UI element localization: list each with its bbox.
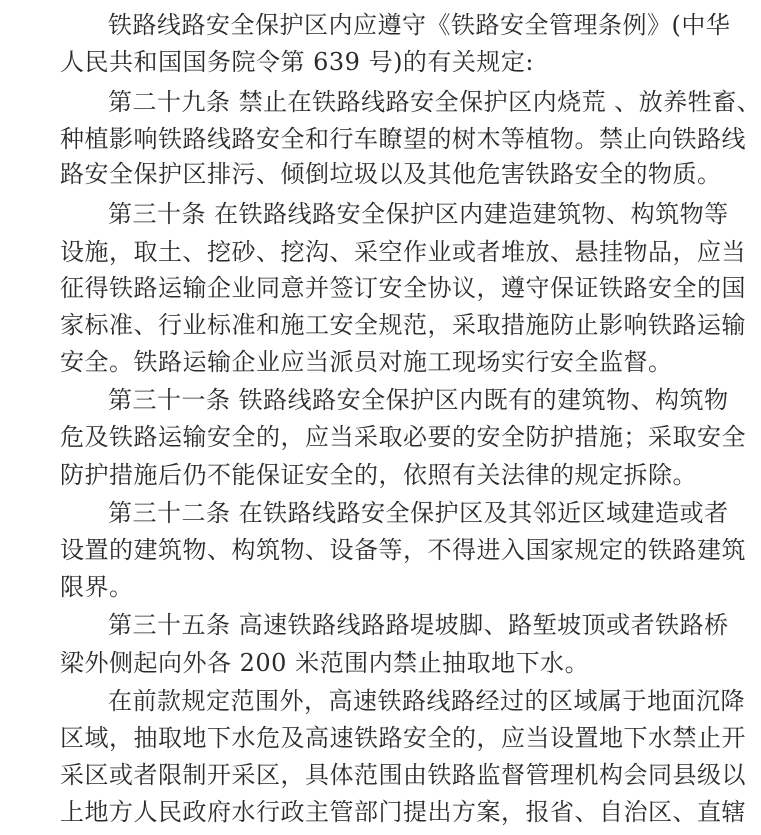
text-line: 限界。 xyxy=(60,573,134,601)
text-line: 在前款规定范围外，高速铁路线路经过的区域属于地面沉降 xyxy=(108,687,745,715)
text-line: 第三十一条 铁路线路安全保护区内既有的建筑物、构筑物 xyxy=(108,386,729,414)
text-line: 上地方人民政府水行政主管部门提出方案，报省、自治区、直辖 xyxy=(60,798,746,826)
text-line: 第三十五条 高速铁路线路路堤坡脚、路堑坡顶或者铁路桥 xyxy=(108,611,729,639)
text-line: 铁路线路安全保护区内应遵守《铁路安全管理条例》(中华 xyxy=(108,11,731,39)
text-line: 设施，取土、挖砂、挖沟、采空作业或者堆放、悬挂物品，应当 xyxy=(60,238,746,266)
text-line: 设置的建筑物、构筑物、设备等，不得进入国家规定的铁路建筑 xyxy=(60,536,746,564)
text-line: 危及铁路运输安全的，应当采取必要的安全防护措施；采取安全 xyxy=(60,423,746,451)
text-line: 采区或者限制开采区，具体范围由铁路监督管理机构会同县级以 xyxy=(60,761,746,789)
text-line: 征得铁路运输企业同意并签订安全协议，遵守保证铁路安全的国 xyxy=(60,274,746,302)
text-line: 家标准、行业标准和施工安全规范，采取措施防止影响铁路运输 xyxy=(60,311,746,339)
text-line: 种植影响铁路线路安全和行车瞭望的树木等植物。禁止向铁路线 xyxy=(60,125,746,153)
text-line: 路安全保护区排污、倾倒垃圾以及其他危害铁路安全的物质。 xyxy=(60,160,722,188)
text-line: 人民共和国国务院令第 639 号)的有关规定: xyxy=(60,48,535,76)
text-line: 第三十条 在铁路线路安全保护区内建造建筑物、构筑物等 xyxy=(108,200,729,228)
text-line: 梁外侧起向外各 200 米范围内禁止抽取地下水。 xyxy=(60,649,590,677)
text-line: 防护措施后仍不能保证安全的，依照有关法律的规定拆除。 xyxy=(60,461,697,489)
text-line: 区域，抽取地下水危及高速铁路安全的，应当设置地下水禁止开 xyxy=(60,724,746,752)
text-line: 安全。铁路运输企业应当派员对施工现场实行安全监督。 xyxy=(60,348,673,376)
text-line: 第三十二条 在铁路线路安全保护区及其邻近区域建造或者 xyxy=(108,499,729,527)
text-line: 第二十九条 禁止在铁路线路安全保护区内烧荒 、放养牲畜、 xyxy=(108,88,761,116)
